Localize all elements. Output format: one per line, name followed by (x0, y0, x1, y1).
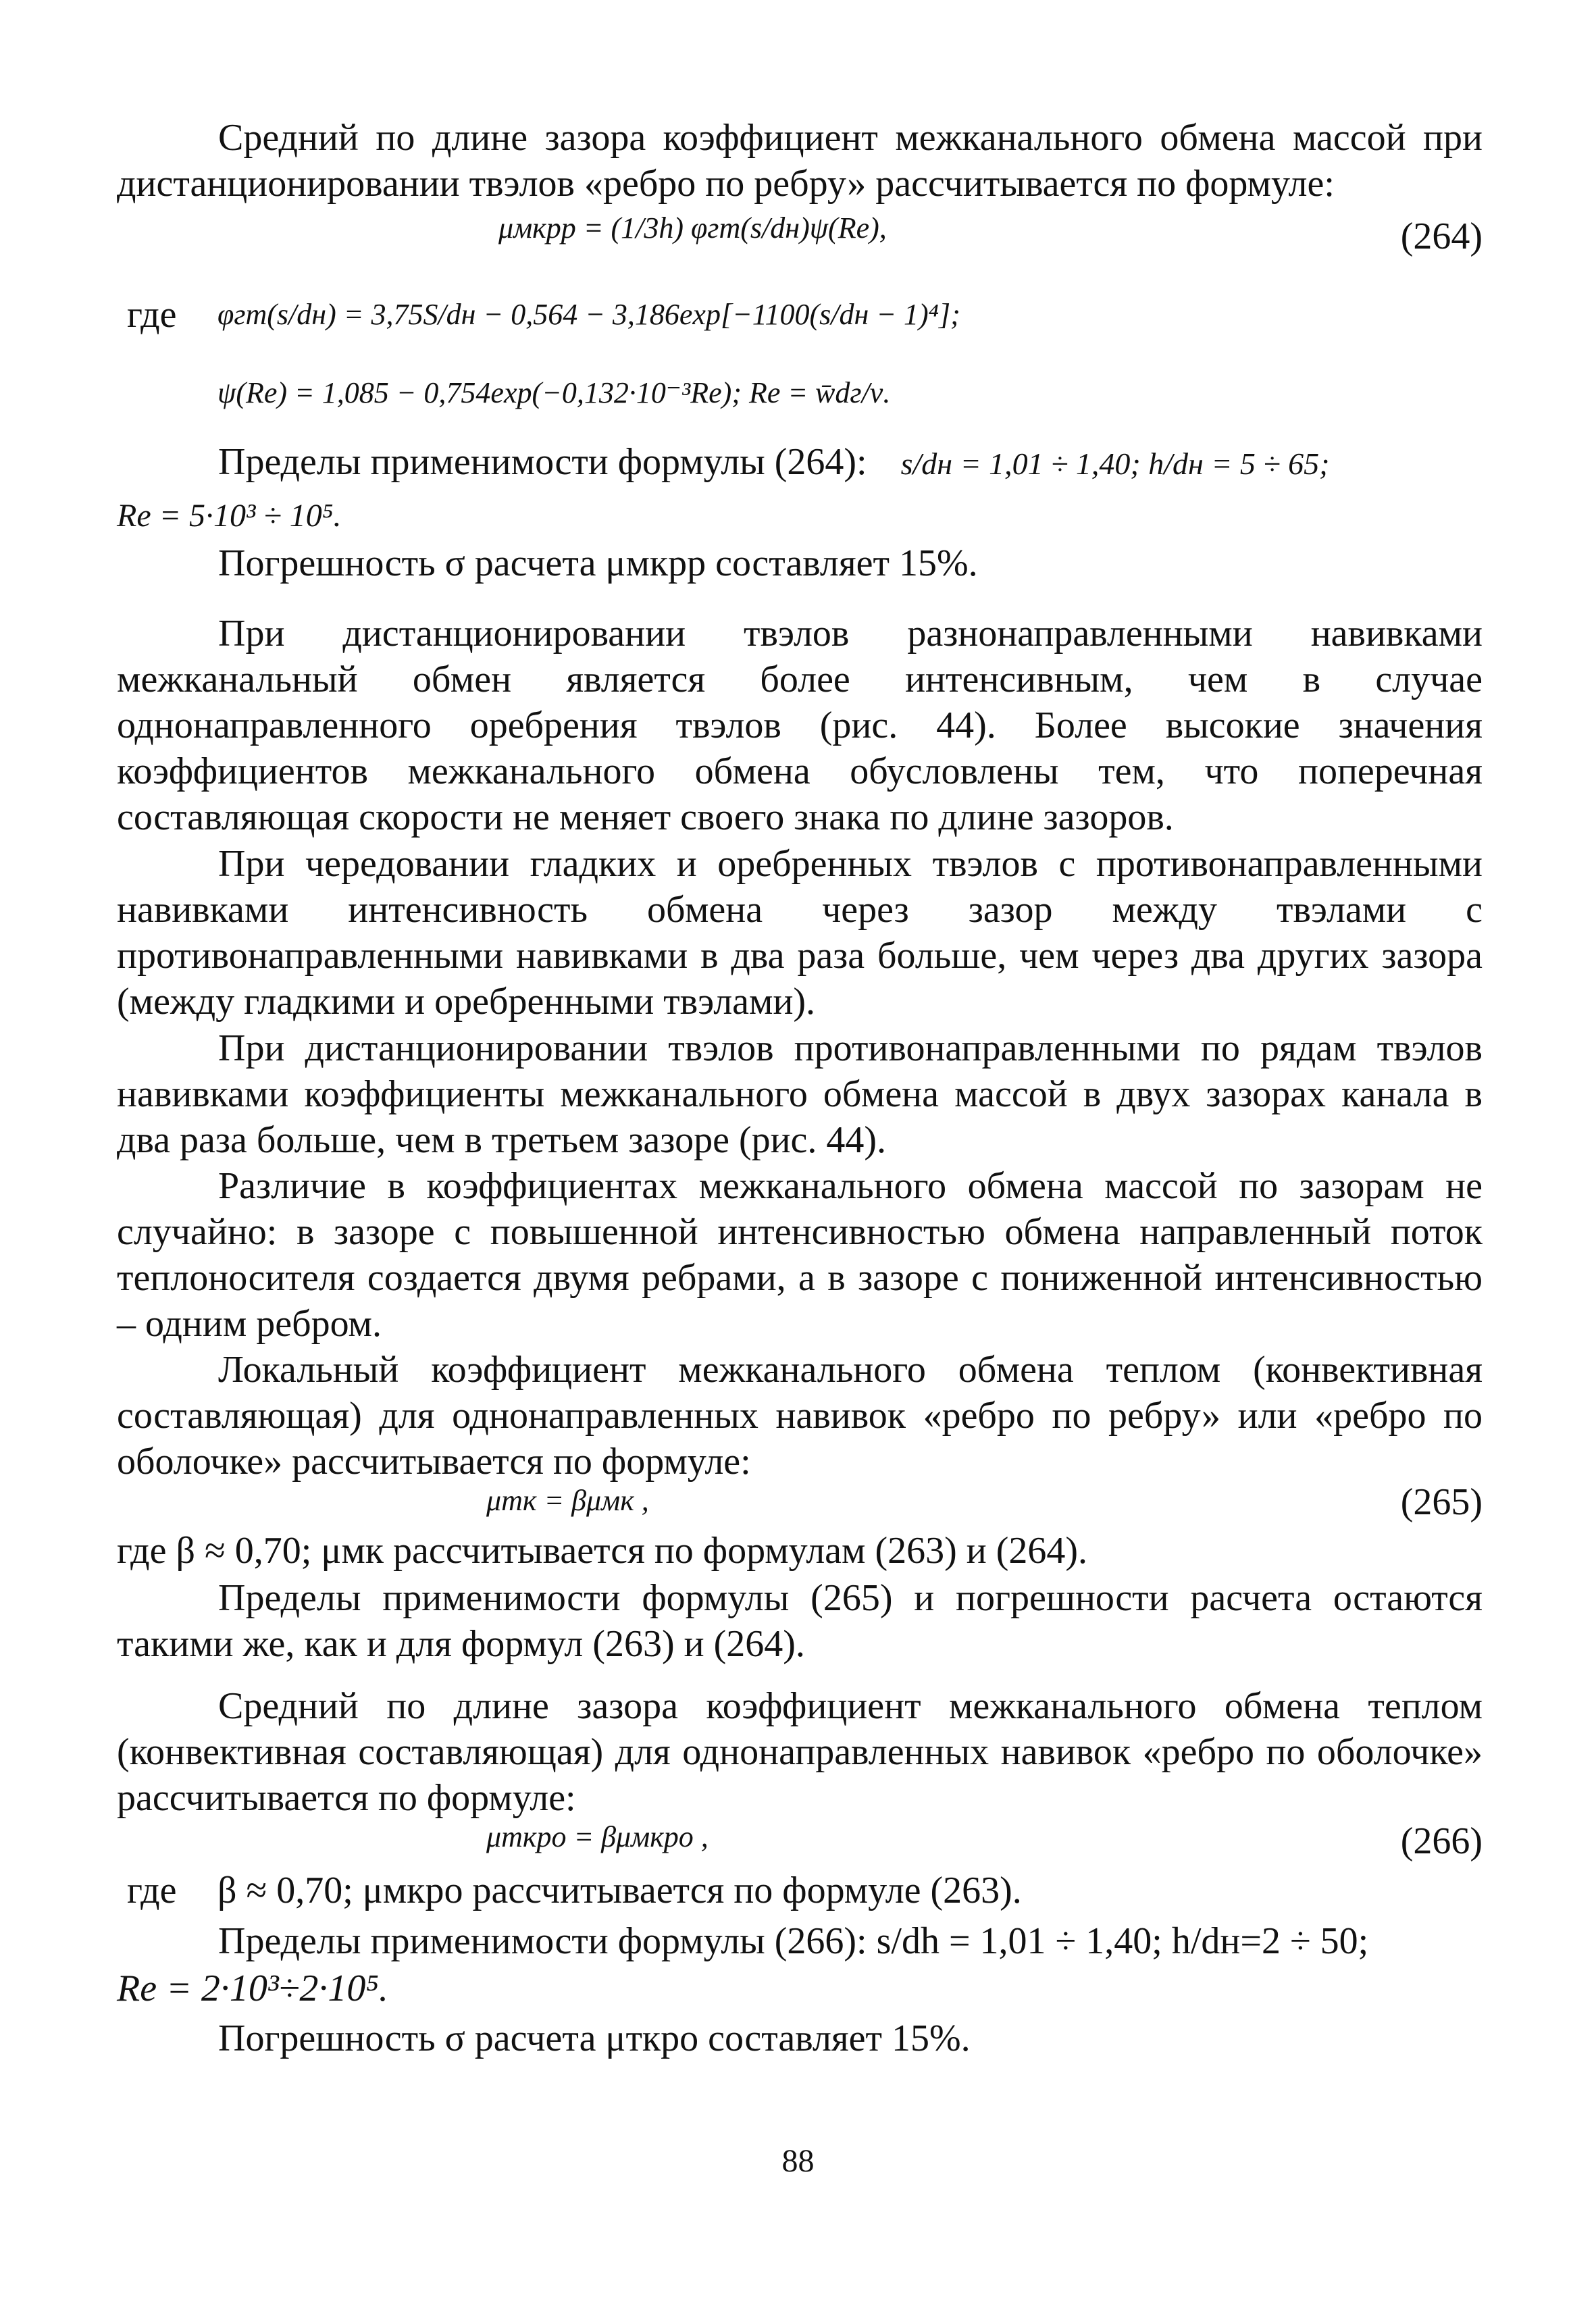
paragraph-limits-264 (117, 439, 1483, 487)
paragraph-intro-264: Средний по длине зазора коэффициент межканального обмена массой при дистанционировании твэлов «ребро по ребру» рассчитывается по формуле: (117, 117, 1483, 205)
limits-264-values: s/dн = 1,01 ÷ 1,40; h/dн = 5 ÷ 65; (900, 446, 1330, 481)
equation-264-psi: ψ(Re) = 1,085 − 0,754exp(−0,132·10⁻³Re); Re = w̄dг/ν. (217, 376, 891, 409)
paragraph-bidirectional: При дистанционировании твэлов разнонаправленными навивками межканальный обмен является более интенсивным, чем в случае однонаправленного оребрения твэлов (рис. 44). Более высокие значения коэффициентов межканального обмена обусловлены тем, что поперечная составляющая скорости не меняет своего знака по длине зазоров. (117, 613, 1483, 838)
paragraph-difference: Различие в коэффициентах межканального обмена массой по зазорам не случайно: в зазоре с повышенной интенсивностью обмена направленный поток теплоносителя создается двумя ребрами, а в зазоре с пониженной интенсивностью – одним ребром. (117, 1165, 1483, 1345)
where-label-1: где (127, 294, 177, 336)
limits-264-re: Re = 5·10³ ÷ 10⁵. (117, 498, 342, 534)
paragraph-local-heat: Локальный коэффициент межканального обмена теплом (конвективная составляющая) для однонаправленных навивок «ребро по ребру» или «ребро по оболочке» рассчитывается по формуле: (117, 1349, 1483, 1483)
paragraph-where-266: β ≈ 0,70; μмкро рассчитывается по формуле (263). (217, 1870, 1022, 1911)
equation-264-phi: φгт(s/dн) = 3,75S/dн − 0,564 − 3,186exp[−1100(s/dн − 1)⁴]; (217, 298, 960, 331)
equation-number-265: (265) (1400, 1481, 1483, 1523)
equation-number-264: (264) (1400, 215, 1483, 257)
paragraph-mean-heat: Средний по длине зазора коэффициент межканального обмена теплом (конвективная составляющая) для однонаправленных навивок «ребро по оболочке» рассчитывается по формуле: (117, 1685, 1483, 1819)
paragraph-error-264: Погрешность σ расчета μмкрр составляет 15%. (218, 542, 978, 584)
paragraph-rows: При дистанционировании твэлов противонаправленными по рядам твэлов навивками коэффициенты межканального обмена массой в двух зазорах канала в два раза больше, чем в третьем зазоре (рис. 44). (117, 1027, 1483, 1161)
paragraph-alternating: При чередовании гладких и оребренных твэлов с противонаправленными навивками интенсивность обмена через зазор между твэлами с противонаправленными навивками в два раза больше, чем через два других зазора (между гладкими и оребренными твэлами). (117, 843, 1483, 1023)
equation-265: μтк = βμмк , (486, 1484, 649, 1517)
where-label-2: где (127, 1870, 177, 1911)
equation-264: μмкрр = (1/3h) φгт(s/dн)ψ(Re), (498, 211, 887, 245)
equation-266: μткро = βμмкро , (486, 1820, 709, 1853)
paragraph-limits-265: Пределы применимости формулы (265) и погрешности расчета остаются такими же, как и для формул (263) и (264). (117, 1577, 1483, 1665)
paragraph-where-265: где β ≈ 0,70; μмк рассчитывается по формулам (263) и (264). (117, 1530, 1088, 1572)
limits-266-re: Re = 2·10³÷2·10⁵. (117, 1968, 388, 2009)
page-number: 88 (781, 2143, 815, 2179)
paragraph-limits-266: Пределы применимости формулы (266): s/dh = 1,01 ÷ 1,40; h/dн=2 ÷ 50; (218, 1920, 1369, 1962)
limits-264-text: Пределы применимости формулы (264): (218, 441, 867, 483)
paragraph-error-266: Погрешность σ расчета μткро составляет 15%. (218, 2017, 971, 2059)
equation-number-266: (266) (1400, 1820, 1483, 1862)
